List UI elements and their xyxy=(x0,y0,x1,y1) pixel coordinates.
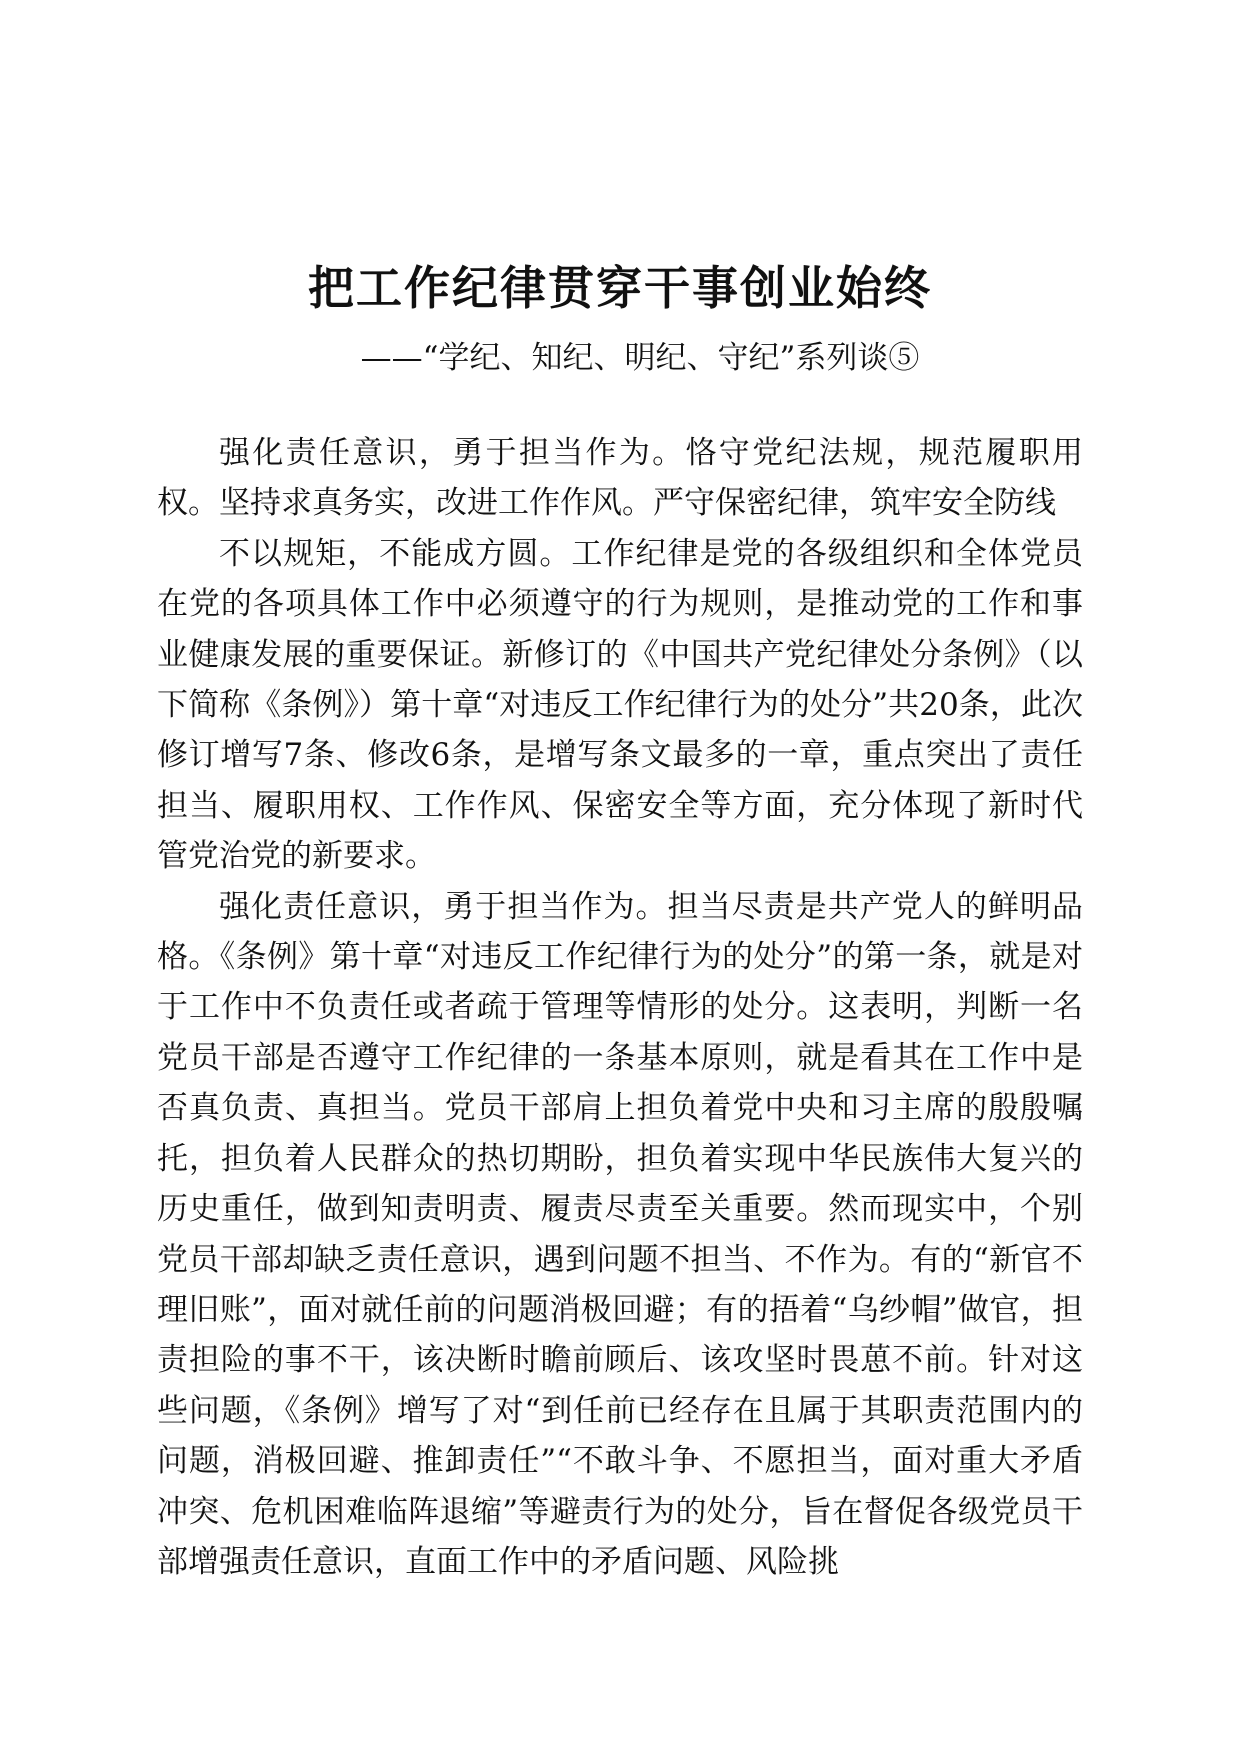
paragraph-intro: 不以规矩，不能成方圆。工作纪律是党的各级组织和全体党员在党的各项具体工作中必须遵守的行为规则，是推动党的工作和事业健康发展的重要保证。新修订的《中国共产党纪律处分条例》（以下简称《条例》）第十章“对违反工作纪律行为的处分”共20条，此次修订增写7条、修改6条，是增写条文最多的一章，重点突出了责任担当、履职用权、工作作风、保密安全等方面，充分体现了新时代管党治党的新要求。 xyxy=(157,535,1083,875)
paragraph-summary: 强化责任意识，勇于担当作为。恪守党纪法规，规范履职用权。坚持求真务实，改进工作作风。严守保密纪律，筑牢安全防线 xyxy=(157,435,1083,522)
document-subtitle: ——“学纪、知纪、明纪、守纪”系列谈⑤ xyxy=(360,340,920,376)
document-title: 把工作纪律贯穿干事创业始终 xyxy=(308,261,932,315)
paragraph-responsibility: 强化责任意识，勇于担当作为。担当尽责是共产党人的鲜明品格。《条例》第十章“对违反工作纪律行为的处分”的第一条，就是对于工作中不负责任或者疏于管理等情形的处分。这表明，判断一名党员干部是否遵守工作纪律的一条基本原则，就是看其在工作中是否真负责、真担当。党员干部肩上担负着党中央和习主席的殷殷嘱托，担负着人民群众的热切期盼，担负着实现中华民族伟大复兴的历史重任，做到知责明责、履责尽责至关重要。然而现实中，个别党员干部却缺乏责任意识，遇到问题不担当、不作为。有的“新官不理旧账”，面对就任前的问题消极回避；有的捂着“乌纱帽”做官，担责担险的事不干，该决断时瞻前顾后、该攻坚时畏葸不前。针对这些问题，《条例》增写了对“到任前已经存在且属于其职责范围内的问题，消极回避、推卸责任”“不敢斗争、不愿担当，面对重大矛盾冲突、危机困难临阵退缩”等避责行为的处分，旨在督促各级党员干部增强责任意识，直面工作中的矛盾问题、风险挑 xyxy=(157,888,1083,1580)
document-body xyxy=(157,428,1083,1587)
